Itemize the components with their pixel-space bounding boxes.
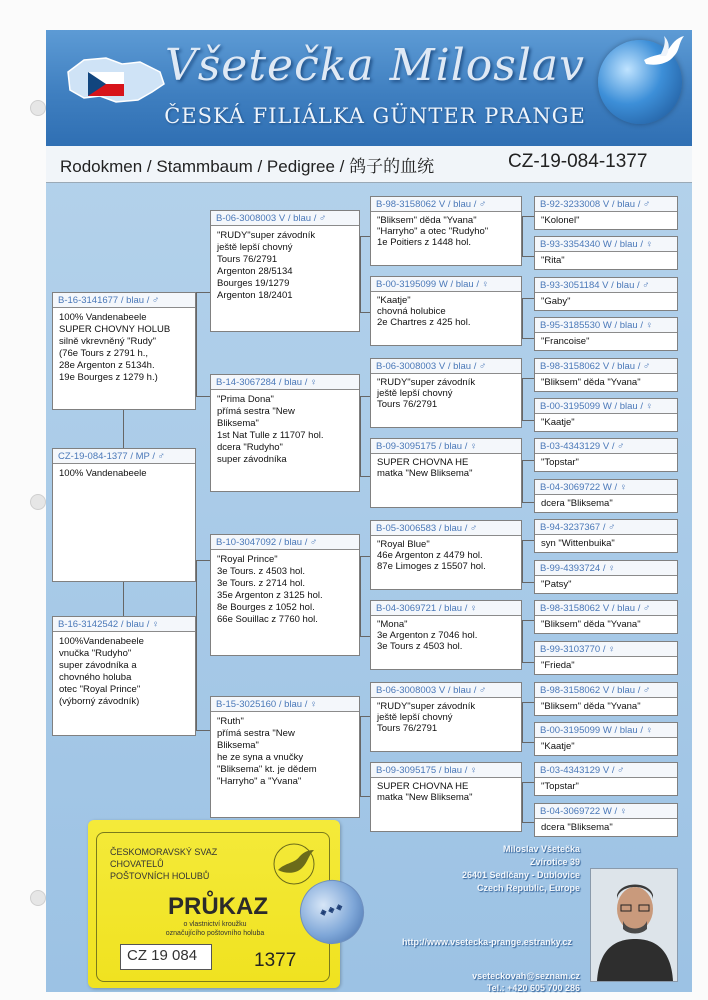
connector-line <box>360 396 370 397</box>
pigeon-description: "Bliksem" děda "Yvana" <box>541 377 641 388</box>
pigeon-card-gen4 <box>534 519 678 553</box>
pigeon-card-gen3 <box>370 358 522 428</box>
pigeon-card-gen4 <box>534 317 678 351</box>
connector-line <box>522 540 523 582</box>
ring-number: B-93-3354340 W / blau / ♀ <box>535 237 677 252</box>
hologram-text-icon: ◈ ◈ ◈ <box>318 901 344 918</box>
ring-number: B-16-3142542 / blau / ♀ <box>53 617 195 632</box>
pigeon-description: "Patsy" <box>541 579 572 590</box>
connector-line <box>360 476 370 477</box>
pigeon-card-gen4 <box>534 398 678 432</box>
pigeon-card-gen3 <box>370 600 522 670</box>
pigeon-description: "Gaby" <box>541 296 571 307</box>
ring-number: B-00-3195099 W / blau / ♀ <box>535 723 677 738</box>
pigeon-description: SUPER CHOVNA HE matka "New Bliksema" <box>377 457 473 479</box>
connector-line <box>360 236 361 312</box>
ring-number: B-09-3095175 / blau / ♀ <box>371 763 521 778</box>
punch-hole <box>30 494 46 510</box>
pedigree-code: CZ-19-084-1377 <box>508 151 648 172</box>
connector-line <box>522 782 534 783</box>
connector-line <box>522 742 534 743</box>
card-ring-number: 1377 <box>254 950 297 971</box>
ring-number: B-92-3233008 V / blau / ♂ <box>535 197 677 212</box>
pigeon-description: 100% Vandenabeele SUPER CHOVNY HOLUB silně vkrevněný "Rudy" (76e Tours z 2791 h., 28e Argenton z 5134h. 19e Bourges z 1279 h.) <box>59 312 171 383</box>
connector-line <box>360 716 370 717</box>
pigeon-card-gen4 <box>534 196 678 230</box>
connector-line <box>522 420 534 421</box>
connector-line <box>360 556 370 557</box>
pigeon-card-dam-sire <box>210 534 360 656</box>
pigeon-description: "Royal Blue" 46e Argenton z 4479 hol. 87e Limoges z 15507 hol. <box>377 539 486 572</box>
ring-number: B-98-3158062 V / blau / ♂ <box>535 601 677 616</box>
connector-line <box>522 256 534 257</box>
connector-line <box>522 540 534 541</box>
connector-line <box>522 582 534 583</box>
pigeon-description: syn "Wittenbuika" <box>541 538 615 549</box>
connector-line <box>522 702 534 703</box>
ring-number: B-03-4343129 V / ♂ <box>535 763 677 778</box>
pigeon-description: 100%Vandenabeele vnučka "Rudyho" super závodníka a chovného holuba otec "Royal Prince" (výborný závodník) <box>59 636 144 707</box>
pigeon-description: "Kaatje" <box>541 417 575 428</box>
pigeon-description: "Topstar" <box>541 457 579 468</box>
ring-number: B-98-3158062 V / blau / ♂ <box>535 359 677 374</box>
pigeon-card-sire-dam <box>210 374 360 492</box>
connector-line <box>522 338 534 339</box>
pigeon-card-gen3 <box>370 682 522 752</box>
card-organization: ČESKOMORAVSKÝ SVAZ CHOVATELŮ POŠTOVNÍCH HOLUBŮ <box>110 847 218 881</box>
pigeon-description: dcera "Bliksema" <box>541 822 613 833</box>
connector-line <box>522 460 523 502</box>
pigeon-card-dam <box>52 616 196 736</box>
connector-line <box>522 298 523 338</box>
pigeon-description: "Mona" 3e Argenton z 7046 hol. 3e Tours z 4503 hol. <box>377 619 478 652</box>
connector-line <box>123 582 124 616</box>
pigeon-description: "Bliksem" děda "Yvana" <box>541 701 641 712</box>
ring-number: B-99-3103770 / ♀ <box>535 642 677 657</box>
ring-number: B-95-3185530 W / blau / ♀ <box>535 318 677 333</box>
connector-line <box>522 620 534 621</box>
pigeon-description: "Francoise" <box>541 336 590 347</box>
ring-number: B-98-3158062 V / blau / ♂ <box>535 683 677 698</box>
connector-line <box>123 410 124 448</box>
ring-number: B-04-3069722 W / ♀ <box>535 804 677 819</box>
person-icon <box>591 869 677 981</box>
ring-number: CZ-19-084-1377 / MP / ♂ <box>53 449 195 464</box>
connector-line <box>360 716 361 796</box>
ring-number: B-06-3008003 V / blau / ♂ <box>371 683 521 698</box>
card-title: PRŮKAZ <box>168 893 268 920</box>
connector-line <box>196 292 210 293</box>
connector-line <box>522 822 534 823</box>
connector-line <box>522 620 523 662</box>
connector-line <box>522 378 534 379</box>
pigeon-description: "Royal Prince" 3e Tours. z 4503 hol. 3e Tours. z 2714 hol. 35e Argenton z 3125 hol. 8e Bourges z 1052 hol. 66e Souillac z 7760 hol. <box>217 554 323 625</box>
pigeon-card-gen4 <box>534 479 678 513</box>
pigeon-card-gen4 <box>534 762 678 796</box>
pigeon-card-sire-sire <box>210 210 360 332</box>
pigeon-description: "Bliksem" děda "Yvana" "Harryho" a otec "Rudyho" 1e Poitiers z 1448 hol. <box>377 215 489 248</box>
connector-line <box>522 378 523 420</box>
connector-line <box>522 298 534 299</box>
connector-line <box>522 460 534 461</box>
pigeon-description: "Ruth" přímá sestra "New Bliksema" he ze syna a vnučky "Bliksema" kt. je dědem "Harryho" a "Yvana" <box>217 716 317 787</box>
ring-number: B-93-3051184 V / blau / ♂ <box>535 278 677 293</box>
connector-line <box>360 312 370 313</box>
brand-title: Všetečka Miloslav <box>164 40 586 91</box>
pigeon-card-subject <box>52 448 196 582</box>
ring-number: B-16-3141677 / blau / ♂ <box>53 293 195 308</box>
owner-photo <box>590 868 678 982</box>
punch-hole <box>30 100 46 116</box>
pigeon-card-gen4 <box>534 277 678 311</box>
pigeon-description: "RUDY"super závodník ještě lepší chovný Tours 76/2791 <box>377 377 476 410</box>
pigeon-card-gen4 <box>534 600 678 634</box>
pigeon-description: "Kaatje" <box>541 741 575 752</box>
connector-line <box>196 292 197 397</box>
pigeon-card-gen4 <box>534 438 678 472</box>
pigeon-description: "RUDY"super závodník ještě lepší chovný Tours 76/2791 <box>377 701 476 734</box>
pigeon-card-gen4 <box>534 358 678 392</box>
ring-number: B-00-3195099 W / blau / ♀ <box>371 277 521 292</box>
connector-line <box>360 236 370 237</box>
ring-number: B-99-4393724 / ♀ <box>535 561 677 576</box>
pigeon-description: dcera "Bliksema" <box>541 498 613 509</box>
ring-number: B-06-3008003 V / blau / ♂ <box>211 211 359 226</box>
ring-number: B-00-3195099 W / blau / ♀ <box>535 399 677 414</box>
contact-email[interactable]: vseteckovah@seznam.cz Tel.: +420 605 700 286 <box>472 971 580 993</box>
card-subtitle: o vlastnictví kroužku označujícího poštovního holuba <box>165 921 265 937</box>
ring-number: B-10-3047092 / blau / ♂ <box>211 535 359 550</box>
website-link[interactable]: http://www.vsetecka-prange.estranky.cz <box>402 937 573 947</box>
pigeon-card-gen4 <box>534 641 678 675</box>
ring-number: B-15-3025160 / blau / ♀ <box>211 697 359 712</box>
ring-number: B-94-3237367 / ♂ <box>535 520 677 535</box>
dove-icon <box>640 34 686 74</box>
connector-line <box>522 502 534 503</box>
pigeon-card-gen3 <box>370 520 522 590</box>
connector-line <box>196 560 197 730</box>
connector-line <box>522 216 534 217</box>
pigeon-description: "Prima Dona" přímá sestra "New Bliksema" 1st Nat Tulle z 11707 hol. dcera "Rudyho" super závodníka <box>217 394 324 465</box>
pigeon-description: "Kaatje" chovná holubice 2e Chartres z 425 hol. <box>377 295 471 328</box>
pigeon-card-gen4 <box>534 236 678 270</box>
contact-address: Miloslav Všetečka Zvírotice 39 26401 Sedlčany - Dublovice Czech Republic, Europe <box>461 844 580 893</box>
pigeon-description: "RUDY"super závodník ještě lepší chovný Tours 76/2791 Argenton 28/5134 Bourges 19/1279 Argenton 18/2401 <box>217 230 316 301</box>
ring-number: B-06-3008003 V / blau / ♂ <box>371 359 521 374</box>
connector-line <box>196 560 210 561</box>
pigeon-card-gen3 <box>370 196 522 266</box>
pigeon-logo-icon <box>266 842 322 886</box>
ring-number: B-05-3006583 / blau / ♂ <box>371 521 521 536</box>
pigeon-card-gen3 <box>370 438 522 508</box>
pigeon-description: "Topstar" <box>541 781 579 792</box>
card-ring-field: CZ 19 084 <box>120 944 212 970</box>
pigeon-description: "Rita" <box>541 255 565 266</box>
pigeon-card-gen3 <box>370 276 522 346</box>
pigeon-card-gen4 <box>534 803 678 837</box>
pigeon-card-sire <box>52 292 196 410</box>
pigeon-description: 100% Vandenabeele <box>59 468 147 479</box>
ring-number: B-03-4343129 V / ♂ <box>535 439 677 454</box>
ring-number: B-04-3069721 / blau / ♀ <box>371 601 521 616</box>
brand-subtitle: ČESKÁ FILIÁLKA GÜNTER PRANGE <box>164 104 586 128</box>
pigeon-description: SUPER CHOVNA HE matka "New Bliksema" <box>377 781 473 803</box>
pigeon-description: "Kolonel" <box>541 215 580 226</box>
connector-line <box>522 662 534 663</box>
pigeon-card-gen4 <box>534 682 678 716</box>
pigeon-card-gen4 <box>534 722 678 756</box>
connector-line <box>522 216 523 256</box>
connector-line <box>196 730 210 731</box>
connector-line <box>360 396 361 476</box>
connector-line <box>522 782 523 822</box>
ring-number: B-09-3095175 / blau / ♀ <box>371 439 521 454</box>
ring-number: B-04-3069722 W / ♀ <box>535 480 677 495</box>
pigeon-card-gen3 <box>370 762 522 832</box>
pigeon-card-dam-dam <box>210 696 360 818</box>
ring-number: B-98-3158062 V / blau / ♂ <box>371 197 521 212</box>
pigeon-description: "Bliksem" děda "Yvana" <box>541 619 641 630</box>
connector-line <box>360 556 361 636</box>
connector-line <box>360 636 370 637</box>
connector-line <box>522 702 523 742</box>
connector-line <box>360 796 370 797</box>
punch-hole <box>30 890 46 906</box>
connector-line <box>196 396 210 397</box>
pigeon-card-gen4 <box>534 560 678 594</box>
page-title: Rodokmen / Stammbaum / Pedigree / 鸽子的血统 <box>60 157 435 176</box>
pigeon-description: "Frieda" <box>541 660 575 671</box>
ring-number: B-14-3067284 / blau / ♀ <box>211 375 359 390</box>
